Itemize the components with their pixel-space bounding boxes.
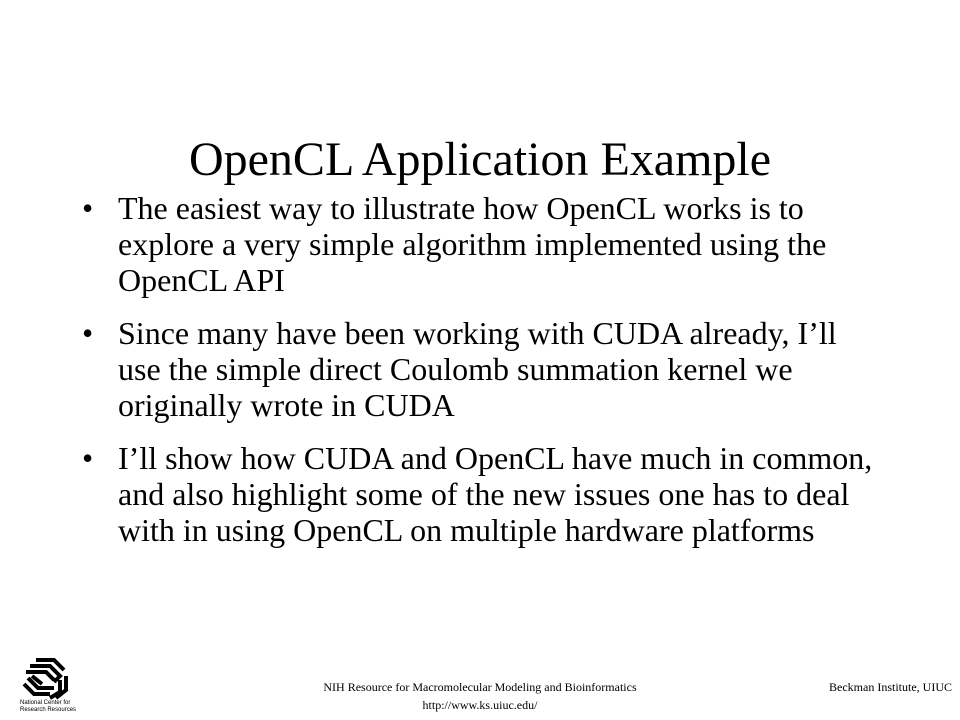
bullet-dot-icon: • [82, 190, 94, 226]
footer-resource-name: NIH Resource for Macromolecular Modeling and Bioinformatics [323, 680, 637, 694]
ncsa-logo-icon [10, 654, 90, 700]
footer-url[interactable]: http://www.ks.uiuc.edu/ [422, 698, 538, 712]
footer-center [240, 678, 720, 714]
logo-line-2: Research Resources [20, 707, 77, 713]
bullet-text: The easiest way to illustrate how OpenCL works is to explore a very simple algorithm implemented using the OpenCL API [118, 190, 827, 298]
bullet-text: I’ll show how CUDA and OpenCL have much in common, and also highlight some of the new issues one has to deal with in using OpenCL on multiple hardware platforms [118, 440, 873, 548]
bullet-list [82, 190, 882, 565]
bullet-item [82, 440, 882, 548]
bullet-item [82, 315, 882, 423]
slide-title: OpenCL Application Example [188, 133, 772, 187]
bullet-item [82, 190, 882, 298]
bullet-dot-icon: • [82, 440, 94, 476]
footer-institution: Beckman Institute, UIUC [829, 680, 952, 694]
logo-caption [10, 700, 100, 714]
bullet-dot-icon: • [82, 315, 94, 351]
logo-line-1: National Center for [20, 700, 71, 706]
ncsa-logo [10, 654, 90, 716]
bullet-text: Since many have been working with CUDA already, I’ll use the simple direct Coulomb summation kernel we originally wrote in CUDA [118, 315, 837, 423]
